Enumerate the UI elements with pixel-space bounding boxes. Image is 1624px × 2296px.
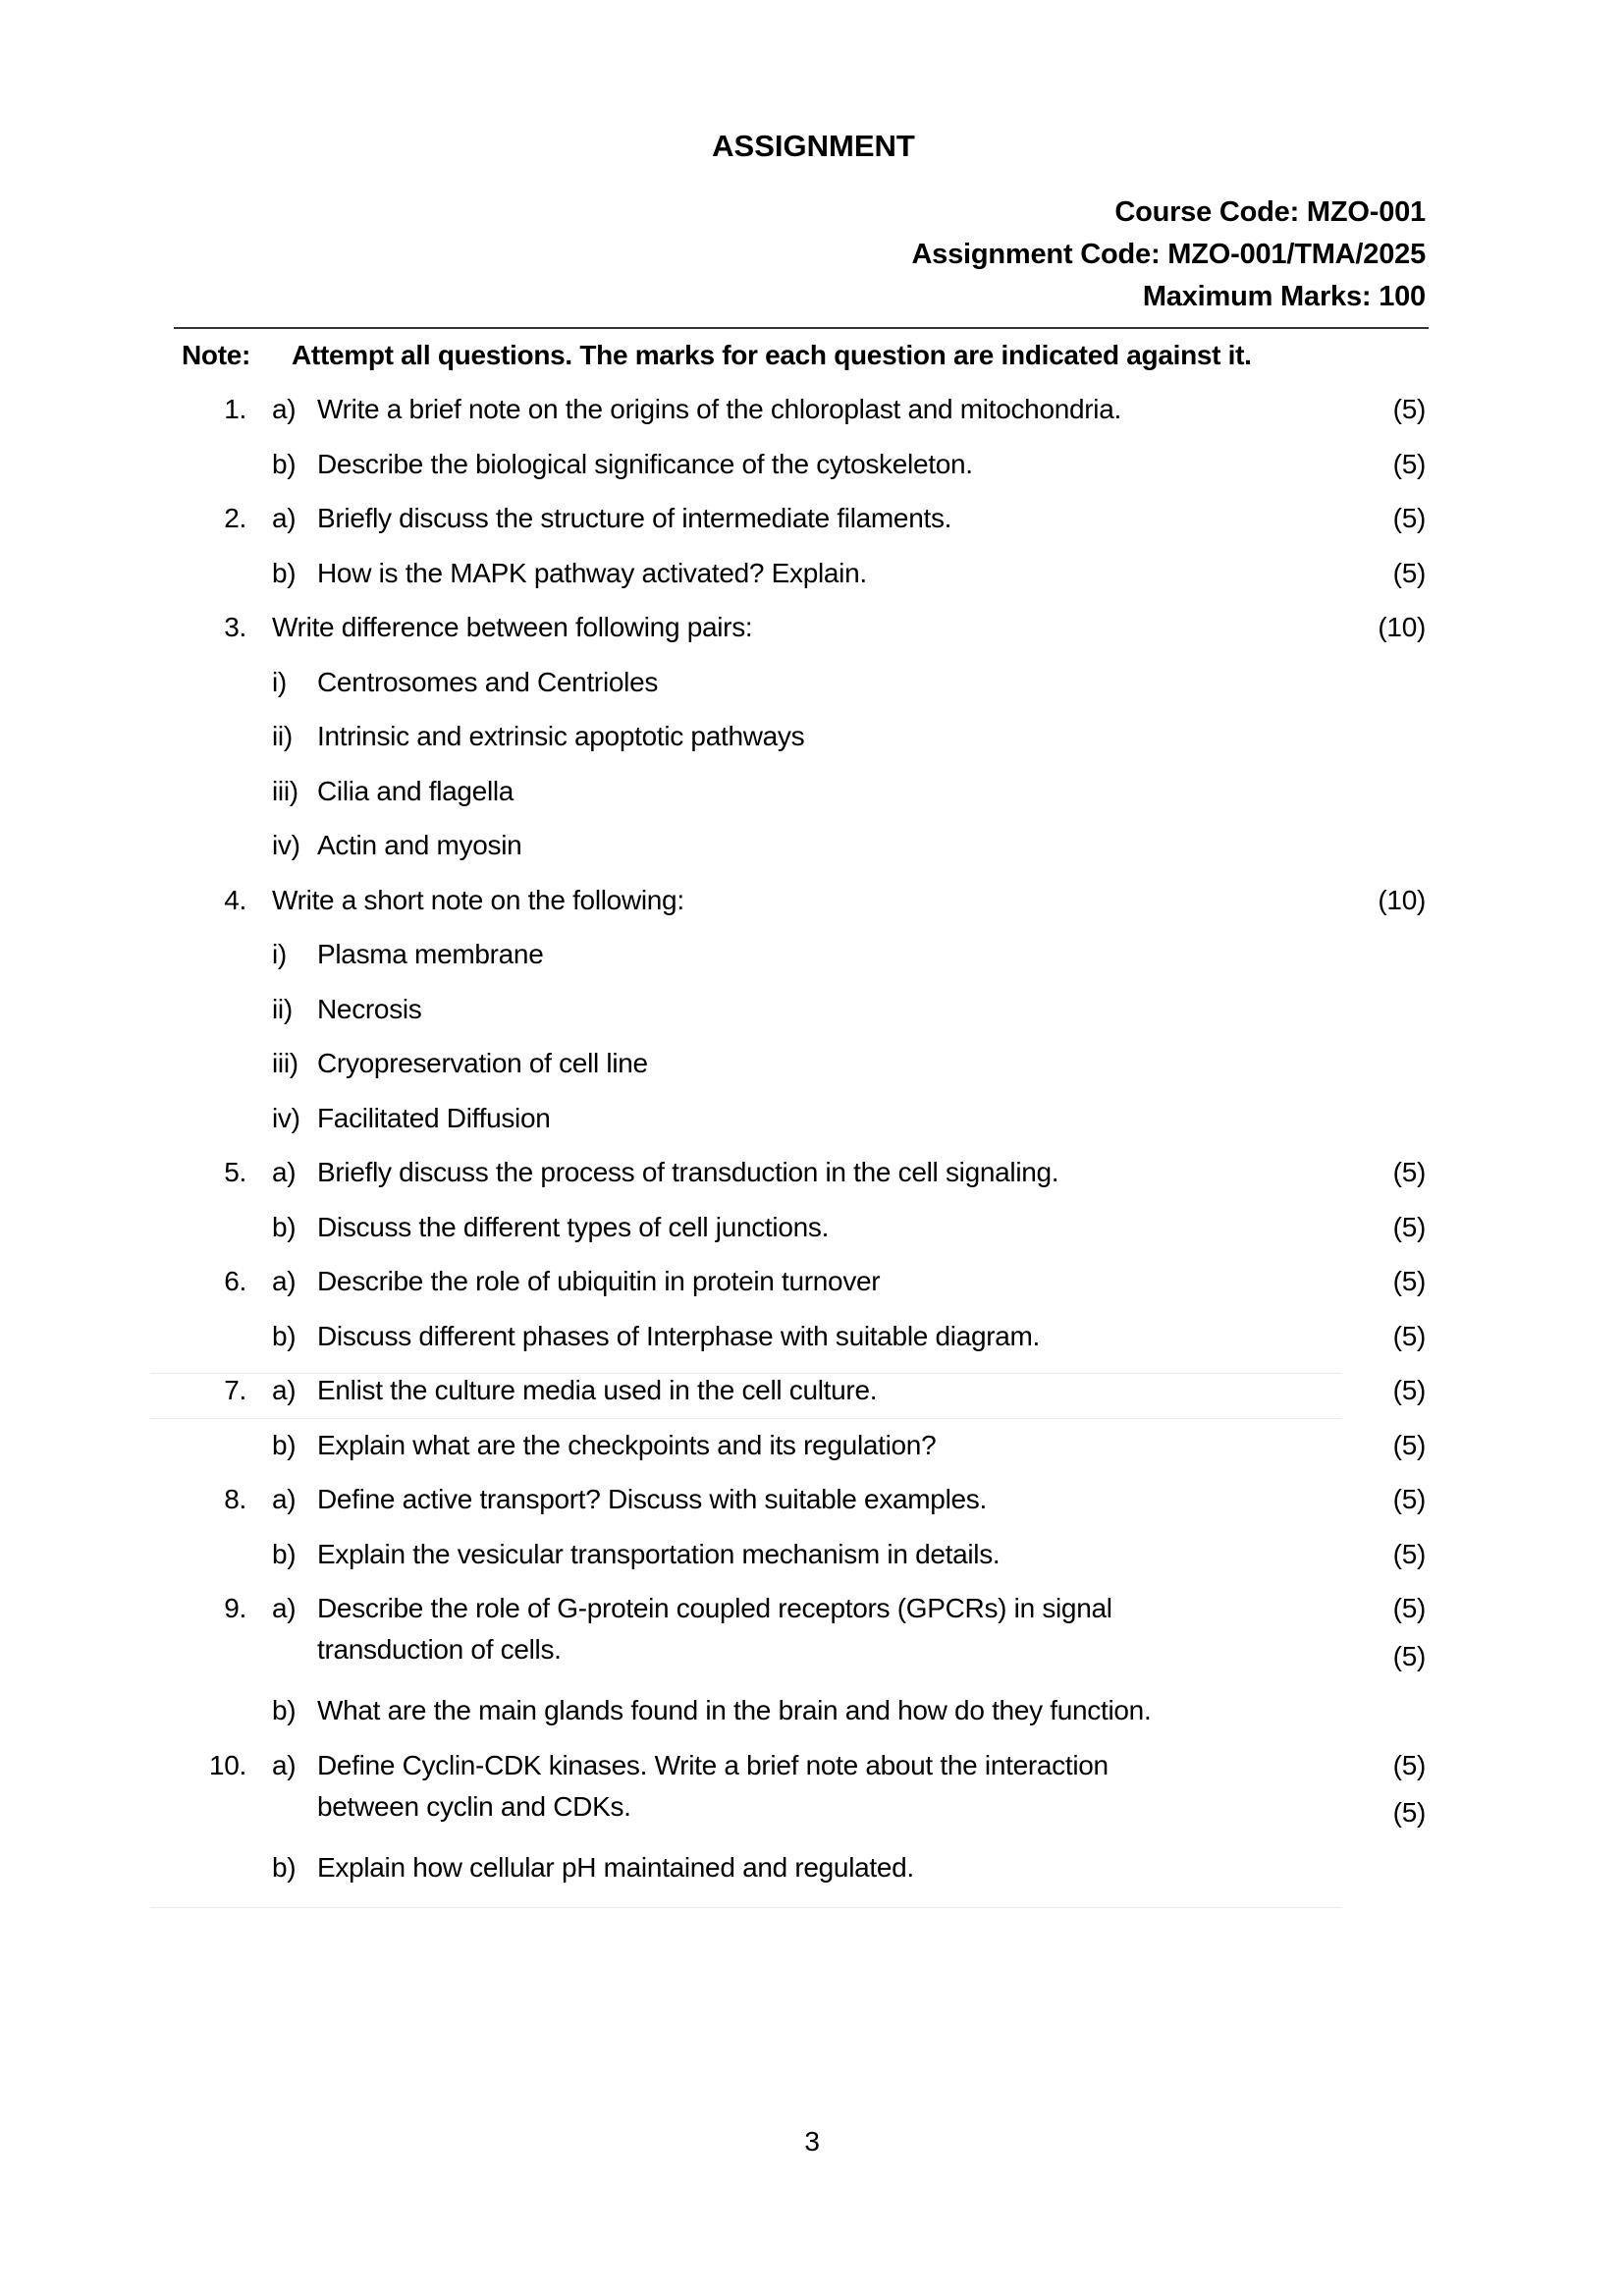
marks xyxy=(1339,825,1426,866)
part-label: b) xyxy=(272,1211,297,1242)
question-number xyxy=(201,1425,272,1466)
maximum-marks-line: Maximum Marks: 100 xyxy=(1142,281,1426,312)
question-text: Explain the vesicular transportation mechanism in details. xyxy=(317,1538,1001,1569)
question-number xyxy=(201,1043,272,1084)
question-text: What are the main glands found in the brain and how do they function. xyxy=(317,1695,1152,1725)
question-text: Intrinsic and extrinsic apoptotic pathways xyxy=(317,721,805,751)
part-label: iv) xyxy=(272,1102,300,1133)
part-label: iii) xyxy=(272,1048,298,1078)
course-code-line: Course Code: MZO-001 xyxy=(1114,196,1426,228)
marks: (5) xyxy=(1392,1157,1426,1187)
question-stem: Write difference between following pairs: xyxy=(272,612,753,642)
question-text: Describe the role of ubiquitin in protein turnover xyxy=(317,1266,881,1296)
question-row-10b xyxy=(201,1847,1426,1888)
question-text-line: between cyclin and CDKs. xyxy=(317,1790,631,1822)
question-number: 4. xyxy=(224,884,246,915)
marks xyxy=(1339,716,1426,757)
question-number xyxy=(201,1098,272,1139)
question-text xyxy=(317,1745,1339,1834)
part-label: b) xyxy=(272,1429,297,1460)
marks: (5) xyxy=(1392,1640,1426,1671)
question-row-1a xyxy=(201,389,1426,430)
question-number xyxy=(201,1316,272,1357)
marks: (5) xyxy=(1392,1749,1426,1780)
marks xyxy=(1339,1098,1426,1139)
question-text-line: Define Cyclin-CDK kinases. Write a brief note about the interaction xyxy=(317,1749,1109,1780)
question-text: Facilitated Diffusion xyxy=(317,1102,551,1133)
marks: (5) xyxy=(1392,1266,1426,1296)
note-text: Attempt all questions. The marks for each question are indicated against it. xyxy=(292,340,1252,370)
marks: (5) xyxy=(1392,1375,1426,1405)
note-label: Note: xyxy=(182,340,251,370)
question-number xyxy=(201,662,272,703)
question-text: Centrosomes and Centrioles xyxy=(317,666,659,697)
question-row-1b xyxy=(201,444,1426,485)
part-label: b) xyxy=(272,1695,297,1725)
question-number xyxy=(201,1207,272,1248)
part-label: a) xyxy=(272,1749,297,1780)
question-text: Discuss different phases of Interphase with suitable diagram. xyxy=(317,1320,1041,1351)
part-label: i) xyxy=(272,939,287,969)
question-stem: Write a short note on the following: xyxy=(272,884,684,915)
part-label: b) xyxy=(272,557,297,588)
question-text: Explain what are the checkpoints and its regulation? xyxy=(317,1429,937,1460)
question-row-4 xyxy=(201,880,1426,921)
page-title: ASSIGNMENT xyxy=(712,129,915,163)
marks: (10) xyxy=(1378,884,1426,915)
marks: (10) xyxy=(1378,612,1426,642)
marks: (5) xyxy=(1392,394,1426,424)
part-label: a) xyxy=(272,1484,297,1514)
question-row-9b xyxy=(201,1690,1426,1731)
part-label: a) xyxy=(272,1375,297,1405)
question-number xyxy=(201,444,272,485)
question-text: Describe the biological significance of the cytoskeleton. xyxy=(317,448,973,479)
part-label: b) xyxy=(272,1320,297,1351)
question-row-2b xyxy=(201,553,1426,594)
questions-list xyxy=(201,389,1426,1888)
question-number xyxy=(201,1847,272,1888)
page-number: 3 xyxy=(804,2126,820,2157)
question-row-4ii xyxy=(201,989,1426,1030)
question-number: 2. xyxy=(224,503,246,533)
question-number: 6. xyxy=(224,1266,246,1296)
question-number xyxy=(201,934,272,975)
part-label: ii) xyxy=(272,721,293,751)
question-text: Necrosis xyxy=(317,993,422,1024)
part-label: a) xyxy=(272,1157,297,1187)
question-text: Explain how cellular pH maintained and regulated. xyxy=(317,1851,914,1883)
question-row-7b xyxy=(201,1425,1426,1466)
marks: (5) xyxy=(1392,1211,1426,1242)
marks xyxy=(1339,1690,1426,1731)
part-label: b) xyxy=(272,448,297,479)
question-text-line: transduction of cells. xyxy=(317,1634,562,1665)
marks xyxy=(1339,934,1426,975)
question-row-4iii xyxy=(201,1043,1426,1084)
question-row-4iv xyxy=(201,1098,1426,1139)
question-number xyxy=(201,553,272,594)
question-row-6b xyxy=(201,1316,1426,1357)
page-content xyxy=(182,0,1426,1901)
note-line xyxy=(182,335,1426,376)
part-label: iii) xyxy=(272,775,298,806)
header-codes xyxy=(201,191,1426,318)
question-row-3 xyxy=(201,607,1426,648)
marks xyxy=(1339,771,1426,812)
question-text-line: Describe the role of G-protein coupled receptors (GPCRs) in signal xyxy=(317,1593,1112,1623)
marks xyxy=(1339,989,1426,1030)
question-row-10a xyxy=(201,1745,1426,1834)
question-number: 9. xyxy=(224,1593,246,1623)
part-label: ii) xyxy=(272,993,293,1024)
marks xyxy=(1339,662,1426,703)
marks: (5) xyxy=(1392,1429,1426,1460)
question-number: 3. xyxy=(224,612,246,642)
question-text: Enlist the culture media used in the cell culture. xyxy=(317,1375,878,1405)
marks: (5) xyxy=(1392,1593,1426,1623)
part-label: b) xyxy=(272,1851,297,1883)
part-label: a) xyxy=(272,1593,297,1623)
question-text: Briefly discuss the process of transduction in the cell signaling. xyxy=(317,1157,1059,1187)
question-row-3i xyxy=(201,662,1426,703)
question-text: How is the MAPK pathway activated? Explain. xyxy=(317,557,867,588)
part-label: b) xyxy=(272,1538,297,1569)
question-row-7a xyxy=(201,1370,1426,1411)
question-row-9a xyxy=(201,1588,1426,1677)
question-row-5b xyxy=(201,1207,1426,1248)
question-number: 7. xyxy=(224,1375,246,1405)
marks xyxy=(1339,1043,1426,1084)
question-row-2a xyxy=(201,498,1426,539)
marks xyxy=(1339,1847,1426,1888)
part-label: i) xyxy=(272,666,287,697)
part-label: a) xyxy=(272,394,297,424)
assignment-code-line: Assignment Code: MZO-001/TMA/2025 xyxy=(911,239,1426,270)
question-number xyxy=(201,771,272,812)
marks: (5) xyxy=(1392,557,1426,588)
question-text: Plasma membrane xyxy=(317,939,544,969)
marks: (5) xyxy=(1392,1538,1426,1569)
divider-line xyxy=(174,327,1429,329)
question-number: 5. xyxy=(224,1157,246,1187)
question-number xyxy=(201,1534,272,1575)
marks: (5) xyxy=(1392,1797,1426,1828)
question-number xyxy=(201,825,272,866)
question-row-5a xyxy=(201,1152,1426,1193)
question-row-8b xyxy=(201,1534,1426,1575)
question-row-3ii xyxy=(201,716,1426,757)
marks: (5) xyxy=(1392,1484,1426,1514)
marks: (5) xyxy=(1392,448,1426,479)
question-text xyxy=(317,1588,1339,1677)
question-text: Discuss the different types of cell junctions. xyxy=(317,1211,830,1242)
question-row-6a xyxy=(201,1261,1426,1302)
question-number: 8. xyxy=(224,1484,246,1514)
question-number xyxy=(201,989,272,1030)
question-number xyxy=(201,716,272,757)
question-text: Actin and myosin xyxy=(317,830,522,860)
question-row-3iii xyxy=(201,771,1426,812)
question-row-4i xyxy=(201,934,1426,975)
marks-group xyxy=(1339,1745,1426,1834)
question-number: 10. xyxy=(208,1749,246,1780)
part-label: iv) xyxy=(272,830,300,860)
question-text: Write a brief note on the origins of the chloroplast and mitochondria. xyxy=(317,394,1121,424)
question-text: Briefly discuss the structure of intermediate filaments. xyxy=(317,503,952,533)
question-text: Cilia and flagella xyxy=(317,775,514,806)
part-label: a) xyxy=(272,1266,297,1296)
question-number xyxy=(201,1690,272,1731)
question-number: 1. xyxy=(224,394,246,424)
part-label: a) xyxy=(272,503,297,533)
question-row-8a xyxy=(201,1479,1426,1520)
question-row-3iv xyxy=(201,825,1426,866)
marks: (5) xyxy=(1392,1320,1426,1351)
marks-group xyxy=(1339,1588,1426,1677)
question-text: Define active transport? Discuss with suitable examples. xyxy=(317,1484,987,1514)
question-text: Cryopreservation of cell line xyxy=(317,1048,648,1078)
marks: (5) xyxy=(1392,503,1426,533)
